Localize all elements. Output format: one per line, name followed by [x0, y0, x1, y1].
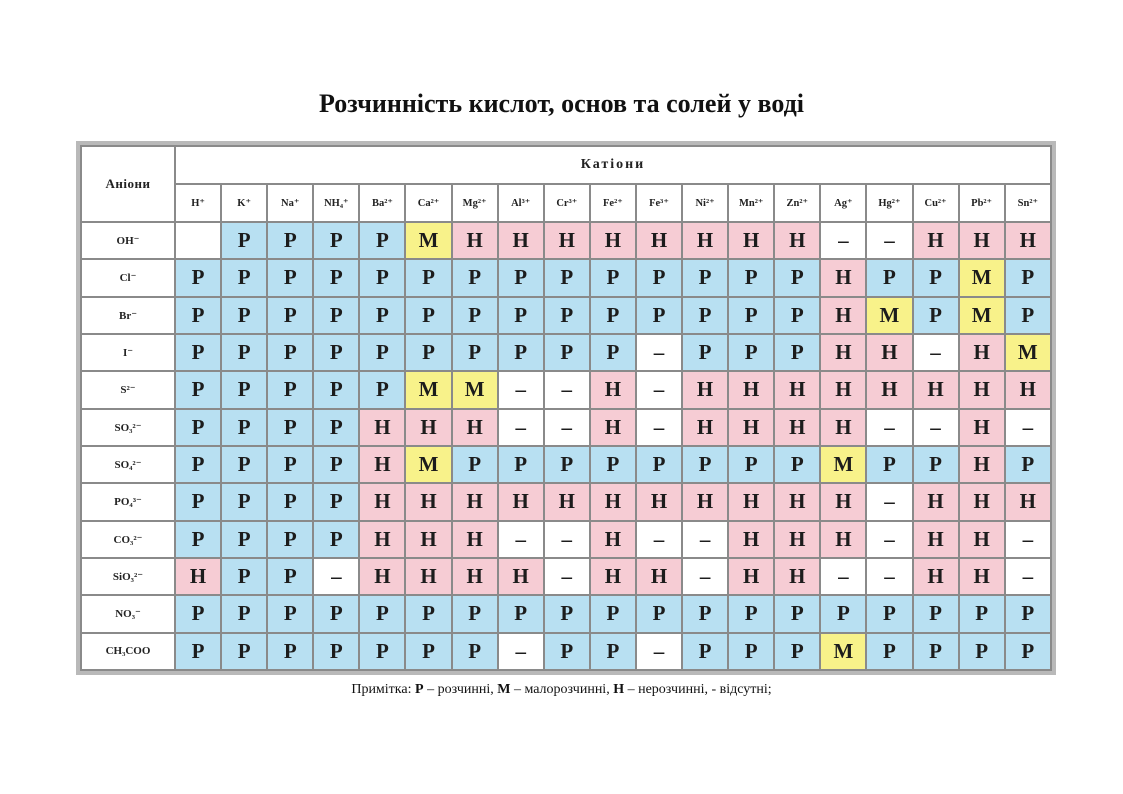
solubility-cell: Н — [1005, 483, 1051, 520]
solubility-cell: Р — [405, 334, 451, 371]
anion-label: PO₄³⁻ — [81, 483, 175, 520]
solubility-cell: Р — [866, 595, 912, 632]
solubility-cell: Р — [959, 633, 1005, 670]
solubility-cell: Н — [590, 222, 636, 259]
cation-header: Cu²⁺ — [913, 184, 959, 222]
solubility-cell: Р — [820, 595, 866, 632]
table-row — [81, 297, 1051, 334]
solubility-cell: Р — [913, 446, 959, 483]
solubility-cell: Р — [774, 595, 820, 632]
solubility-cell: Н — [820, 371, 866, 408]
solubility-cell: Р — [682, 259, 728, 296]
solubility-cell: Н — [774, 371, 820, 408]
solubility-cell: Р — [175, 595, 221, 632]
solubility-cell: Р — [590, 334, 636, 371]
solubility-cell: Н — [820, 259, 866, 296]
solubility-cell: – — [866, 521, 912, 558]
solubility-cell: – — [820, 222, 866, 259]
solubility-cell: Р — [405, 259, 451, 296]
solubility-cell: – — [544, 558, 590, 595]
solubility-cell: Р — [452, 446, 498, 483]
solubility-cell: – — [498, 371, 544, 408]
note-n-symbol: Н — [613, 682, 625, 697]
solubility-cell: Р — [544, 297, 590, 334]
solubility-cell: Н — [359, 521, 405, 558]
solubility-cell: Р — [175, 334, 221, 371]
solubility-cell: Р — [359, 222, 405, 259]
solubility-cell: Р — [774, 334, 820, 371]
solubility-cell: Р — [267, 446, 313, 483]
solubility-cell: Н — [359, 558, 405, 595]
solubility-cell: Р — [682, 446, 728, 483]
solubility-cell: Р — [1005, 633, 1051, 670]
cation-header: Ag⁺ — [820, 184, 866, 222]
table-row — [81, 595, 1051, 632]
solubility-cell: – — [636, 409, 682, 446]
solubility-cell: Р — [267, 595, 313, 632]
solubility-cell: Н — [959, 371, 1005, 408]
solubility-cell: – — [313, 558, 359, 595]
solubility-cell: Р — [452, 259, 498, 296]
cation-labels-row — [81, 184, 1051, 222]
cations-header: Катіони — [175, 146, 1051, 184]
solubility-cell: Н — [820, 297, 866, 334]
note-prefix: Примітка: — [351, 682, 415, 697]
solubility-cell: Н — [405, 409, 451, 446]
solubility-cell: Р — [544, 633, 590, 670]
solubility-cell: М — [820, 633, 866, 670]
solubility-cell: Н — [682, 371, 728, 408]
table-row — [81, 259, 1051, 296]
solubility-cell: Р — [498, 297, 544, 334]
solubility-cell: Н — [959, 222, 1005, 259]
solubility-cell: Р — [774, 259, 820, 296]
solubility-cell: Р — [682, 595, 728, 632]
solubility-table — [80, 145, 1052, 671]
solubility-cell: Р — [913, 259, 959, 296]
solubility-cell: – — [498, 521, 544, 558]
solubility-cell: Р — [636, 297, 682, 334]
solubility-cell: Н — [728, 521, 774, 558]
solubility-cell: Н — [1005, 371, 1051, 408]
solubility-cell: Р — [313, 595, 359, 632]
solubility-cell: Н — [820, 483, 866, 520]
solubility-cell: – — [544, 371, 590, 408]
solubility-cell: Р — [590, 446, 636, 483]
solubility-cell: М — [405, 371, 451, 408]
solubility-cell: – — [682, 521, 728, 558]
solubility-cell: Р — [359, 595, 405, 632]
solubility-cell: Н — [728, 371, 774, 408]
solubility-cell: – — [636, 521, 682, 558]
solubility-cell: Н — [544, 483, 590, 520]
cation-header: Mg²⁺ — [452, 184, 498, 222]
cation-header: H⁺ — [175, 184, 221, 222]
solubility-cell: Н — [774, 409, 820, 446]
solubility-cell: Н — [590, 521, 636, 558]
solubility-cell: Р — [590, 633, 636, 670]
solubility-cell: Р — [774, 633, 820, 670]
solubility-cell: Н — [590, 371, 636, 408]
solubility-cell: Р — [544, 259, 590, 296]
cation-header: K⁺ — [221, 184, 267, 222]
table-row — [81, 334, 1051, 371]
solubility-cell: Р — [221, 334, 267, 371]
solubility-cell: Н — [175, 558, 221, 595]
solubility-cell: – — [866, 558, 912, 595]
solubility-cell: Р — [1005, 595, 1051, 632]
solubility-cell: Н — [498, 558, 544, 595]
solubility-cell: Р — [636, 595, 682, 632]
cation-header: Na⁺ — [267, 184, 313, 222]
solubility-cell: Р — [452, 633, 498, 670]
solubility-cell: – — [866, 222, 912, 259]
solubility-cell: – — [913, 334, 959, 371]
solubility-cell: Р — [221, 222, 267, 259]
solubility-cell: – — [636, 371, 682, 408]
table-row — [81, 409, 1051, 446]
solubility-cell: Р — [590, 297, 636, 334]
solubility-cell: Р — [405, 633, 451, 670]
solubility-cell: М — [959, 259, 1005, 296]
solubility-cell: Н — [405, 483, 451, 520]
solubility-cell: Н — [405, 558, 451, 595]
solubility-cell: Р — [405, 297, 451, 334]
solubility-cell: Р — [175, 446, 221, 483]
solubility-cell: М — [405, 446, 451, 483]
solubility-cell: Р — [359, 371, 405, 408]
page-title: Розчинність кислот, основ та солей у воді — [319, 89, 804, 118]
solubility-cell: – — [498, 409, 544, 446]
solubility-cell: Н — [959, 521, 1005, 558]
anions-header: Аніони — [81, 146, 175, 222]
cation-header: Ni²⁺ — [682, 184, 728, 222]
solubility-cell: Р — [221, 558, 267, 595]
solubility-cell: Р — [728, 446, 774, 483]
solubility-cell: Р — [313, 633, 359, 670]
solubility-cell: Н — [866, 371, 912, 408]
solubility-cell: Р — [267, 483, 313, 520]
solubility-cell: М — [959, 297, 1005, 334]
solubility-cell: – — [820, 558, 866, 595]
cation-header: Sn²⁺ — [1005, 184, 1051, 222]
solubility-cell: Р — [313, 446, 359, 483]
note-m-text: – малорозчинні, — [510, 682, 614, 697]
solubility-cell: Р — [913, 297, 959, 334]
solubility-cell: Н — [913, 483, 959, 520]
solubility-cell: Н — [636, 558, 682, 595]
table-row — [81, 483, 1051, 520]
solubility-cell: Р — [959, 595, 1005, 632]
solubility-cell: М — [866, 297, 912, 334]
cation-header: Ba²⁺ — [359, 184, 405, 222]
solubility-cell: Р — [498, 259, 544, 296]
anion-label: OH⁻ — [81, 222, 175, 259]
solubility-cell: Н — [959, 446, 1005, 483]
solubility-cell: Н — [359, 409, 405, 446]
solubility-cell: Р — [774, 446, 820, 483]
solubility-cell: М — [452, 371, 498, 408]
solubility-cell: Н — [913, 222, 959, 259]
solubility-cell: Р — [774, 297, 820, 334]
solubility-cell: Р — [221, 633, 267, 670]
solubility-cell: Р — [313, 409, 359, 446]
solubility-cell: Н — [820, 409, 866, 446]
solubility-cell: Р — [313, 259, 359, 296]
solubility-cell: Р — [313, 483, 359, 520]
solubility-cell: М — [820, 446, 866, 483]
table-row — [81, 521, 1051, 558]
solubility-cell: – — [1005, 558, 1051, 595]
anion-label: I⁻ — [81, 334, 175, 371]
solubility-cell: Р — [175, 633, 221, 670]
solubility-cell: Р — [590, 259, 636, 296]
solubility-cell: Н — [452, 521, 498, 558]
solubility-cell: – — [866, 483, 912, 520]
solubility-cell: Р — [221, 595, 267, 632]
solubility-cell: Н — [405, 521, 451, 558]
solubility-cell: Р — [313, 521, 359, 558]
solubility-cell: – — [1005, 521, 1051, 558]
note-p-symbol: Р — [415, 682, 424, 697]
cation-header: Zn²⁺ — [774, 184, 820, 222]
solubility-cell: Р — [1005, 446, 1051, 483]
solubility-cell: Р — [728, 297, 774, 334]
solubility-cell: Р — [175, 297, 221, 334]
solubility-cell: Н — [544, 222, 590, 259]
solubility-cell: Р — [682, 334, 728, 371]
anion-label: SO₄²⁻ — [81, 446, 175, 483]
solubility-cell: Н — [913, 558, 959, 595]
solubility-cell: Н — [959, 334, 1005, 371]
solubility-cell: Р — [590, 595, 636, 632]
solubility-cell: Р — [175, 521, 221, 558]
table-row — [81, 446, 1051, 483]
solubility-cell: Н — [498, 222, 544, 259]
solubility-cell: Н — [820, 334, 866, 371]
solubility-cell: Н — [959, 409, 1005, 446]
solubility-cell: Р — [682, 297, 728, 334]
solubility-cell: Р — [221, 446, 267, 483]
solubility-cell: Н — [959, 558, 1005, 595]
solubility-cell: Р — [175, 259, 221, 296]
solubility-cell: Р — [175, 371, 221, 408]
solubility-cell: Р — [267, 259, 313, 296]
solubility-cell: Р — [175, 483, 221, 520]
solubility-cell: Р — [544, 334, 590, 371]
solubility-cell: Р — [221, 409, 267, 446]
solubility-table-frame — [76, 141, 1056, 675]
solubility-cell: М — [405, 222, 451, 259]
solubility-cell: Н — [866, 334, 912, 371]
solubility-cell: Р — [913, 633, 959, 670]
solubility-cell: Н — [590, 483, 636, 520]
solubility-cell: – — [913, 409, 959, 446]
solubility-cell: – — [682, 558, 728, 595]
solubility-cell: Н — [452, 222, 498, 259]
solubility-cell: Н — [913, 521, 959, 558]
solubility-cell: Н — [682, 483, 728, 520]
cation-header: Mn²⁺ — [728, 184, 774, 222]
anion-label: Br⁻ — [81, 297, 175, 334]
solubility-cell: Н — [774, 483, 820, 520]
legend-note — [0, 680, 1123, 700]
cation-header: NH₄⁺ — [313, 184, 359, 222]
solubility-cell: Н — [820, 521, 866, 558]
solubility-cell: М — [1005, 334, 1051, 371]
solubility-cell: Н — [636, 222, 682, 259]
solubility-table-body — [81, 222, 1051, 670]
cation-header: Fe³⁺ — [636, 184, 682, 222]
solubility-cell: Р — [866, 446, 912, 483]
solubility-cell: Р — [913, 595, 959, 632]
solubility-cell: Р — [221, 297, 267, 334]
solubility-cell: Н — [682, 409, 728, 446]
solubility-cell: Р — [636, 259, 682, 296]
solubility-cell: Н — [728, 558, 774, 595]
cation-header: Ca²⁺ — [405, 184, 451, 222]
solubility-cell: Н — [452, 558, 498, 595]
solubility-cell: Н — [728, 483, 774, 520]
solubility-cell: Н — [590, 409, 636, 446]
solubility-cell: Р — [267, 558, 313, 595]
solubility-cell: Р — [728, 595, 774, 632]
solubility-cell: Р — [267, 222, 313, 259]
cations-header-row — [81, 146, 1051, 184]
solubility-cell: Р — [452, 595, 498, 632]
solubility-cell: Р — [267, 521, 313, 558]
solubility-cell: Р — [359, 633, 405, 670]
solubility-cell: Н — [359, 483, 405, 520]
table-row — [81, 558, 1051, 595]
solubility-cell: Н — [913, 371, 959, 408]
solubility-cell: Р — [221, 371, 267, 408]
solubility-cell: Р — [452, 334, 498, 371]
solubility-cell: Р — [221, 521, 267, 558]
solubility-cell: – — [498, 633, 544, 670]
solubility-cell: Р — [452, 297, 498, 334]
solubility-cell: Р — [313, 371, 359, 408]
solubility-cell: Н — [498, 483, 544, 520]
anion-label: CO₃²⁻ — [81, 521, 175, 558]
note-p-text: – розчинні, — [423, 682, 498, 697]
solubility-cell: – — [866, 409, 912, 446]
solubility-cell: Н — [636, 483, 682, 520]
solubility-cell: – — [1005, 409, 1051, 446]
solubility-cell: – — [636, 633, 682, 670]
solubility-cell: Р — [1005, 297, 1051, 334]
solubility-cell: Н — [1005, 222, 1051, 259]
solubility-cell: Р — [728, 259, 774, 296]
solubility-cell: Н — [590, 558, 636, 595]
solubility-cell: Р — [267, 371, 313, 408]
cation-header: Al³⁺ — [498, 184, 544, 222]
solubility-cell: Р — [359, 297, 405, 334]
solubility-cell: Н — [359, 446, 405, 483]
solubility-cell: Р — [221, 259, 267, 296]
solubility-cell: Н — [959, 483, 1005, 520]
solubility-cell: Н — [728, 409, 774, 446]
solubility-cell: Р — [544, 446, 590, 483]
anion-label: SO₃²⁻ — [81, 409, 175, 446]
solubility-cell: Р — [498, 334, 544, 371]
cation-header: Fe²⁺ — [590, 184, 636, 222]
cation-header: Cr³⁺ — [544, 184, 590, 222]
solubility-cell: Р — [544, 595, 590, 632]
note-n-text: – нерозчинні, - відсутні; — [624, 682, 772, 697]
solubility-cell: Р — [267, 633, 313, 670]
solubility-cell: Н — [774, 521, 820, 558]
solubility-cell: Н — [774, 558, 820, 595]
solubility-cell: Н — [682, 222, 728, 259]
solubility-cell: Р — [267, 334, 313, 371]
cation-header: Pb²⁺ — [959, 184, 1005, 222]
solubility-cell: Р — [728, 334, 774, 371]
solubility-cell — [175, 222, 221, 259]
solubility-cell: Р — [636, 446, 682, 483]
solubility-cell: Р — [359, 334, 405, 371]
anion-label: S²⁻ — [81, 371, 175, 408]
solubility-cell: Р — [1005, 259, 1051, 296]
table-row — [81, 371, 1051, 408]
solubility-cell: Р — [498, 595, 544, 632]
solubility-cell: Р — [267, 297, 313, 334]
solubility-cell: – — [544, 521, 590, 558]
solubility-cell: Р — [221, 483, 267, 520]
solubility-cell: Р — [866, 633, 912, 670]
solubility-cell: Р — [728, 633, 774, 670]
solubility-cell: – — [636, 334, 682, 371]
solubility-cell: Р — [175, 409, 221, 446]
table-row — [81, 222, 1051, 259]
table-row — [81, 633, 1051, 670]
solubility-cell: Н — [452, 409, 498, 446]
cation-header: Hg²⁺ — [866, 184, 912, 222]
solubility-cell: Р — [682, 633, 728, 670]
solubility-cell: Р — [498, 446, 544, 483]
solubility-cell: Р — [359, 259, 405, 296]
solubility-cell: – — [544, 409, 590, 446]
solubility-cell: Н — [728, 222, 774, 259]
anion-label: CH₃COO — [81, 633, 175, 670]
solubility-cell: Н — [774, 222, 820, 259]
solubility-cell: Р — [313, 334, 359, 371]
solubility-cell: Р — [267, 409, 313, 446]
solubility-cell: Р — [313, 222, 359, 259]
anion-label: Cl⁻ — [81, 259, 175, 296]
solubility-cell: Р — [866, 259, 912, 296]
anion-label: NO₃⁻ — [81, 595, 175, 632]
solubility-cell: Р — [313, 297, 359, 334]
solubility-cell: Р — [405, 595, 451, 632]
note-m-symbol: М — [497, 682, 511, 697]
anion-label: SiO₃²⁻ — [81, 558, 175, 595]
solubility-cell: Н — [452, 483, 498, 520]
